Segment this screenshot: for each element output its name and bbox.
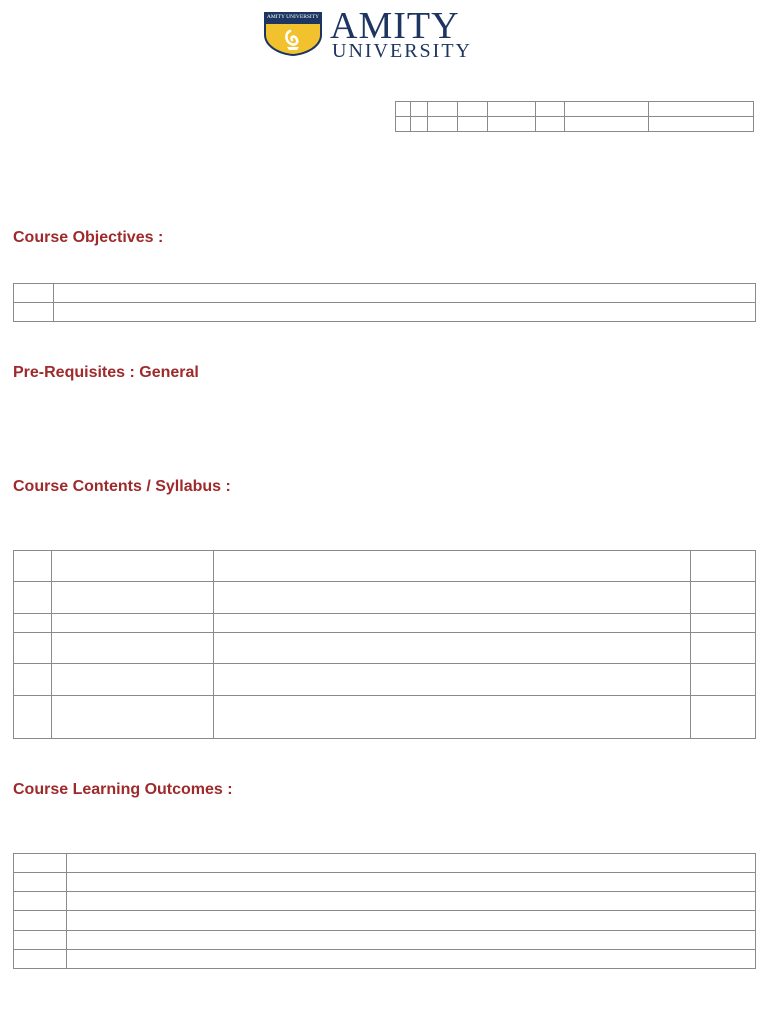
- table-cell: [14, 854, 67, 873]
- table-cell: [214, 664, 691, 696]
- table-cell: [565, 117, 649, 132]
- table-row: [14, 614, 756, 633]
- table-cell: [14, 582, 52, 614]
- course-contents-heading: Course Contents / Syllabus :: [13, 478, 231, 495]
- table-cell: [411, 102, 428, 117]
- table-cell: [649, 102, 754, 117]
- table-cell: [536, 102, 565, 117]
- table-cell: [214, 582, 691, 614]
- table-cell: [14, 892, 67, 911]
- table-row: [14, 873, 756, 892]
- table-cell: [428, 117, 458, 132]
- table-cell: [67, 892, 756, 911]
- university-crest-icon: [263, 11, 323, 57]
- table-cell: [396, 102, 411, 117]
- table-cell: [14, 664, 52, 696]
- table-row: [14, 284, 756, 303]
- table-row: [14, 633, 756, 664]
- brand-subtitle: UNIVERSITY: [332, 40, 472, 62]
- table-cell: [428, 102, 458, 117]
- table-cell: [14, 911, 67, 930]
- table-cell: [52, 551, 214, 582]
- table-cell: [14, 303, 54, 322]
- table-cell: [14, 873, 67, 892]
- table-cell: [691, 551, 756, 582]
- table-cell: [52, 696, 214, 739]
- table-cell: [649, 117, 754, 132]
- amity-logo: [263, 5, 508, 62]
- table-cell: [67, 873, 756, 892]
- table-cell: [691, 582, 756, 614]
- table-cell: [67, 930, 756, 949]
- course-header-grid: [395, 101, 754, 132]
- table-cell: [14, 284, 54, 303]
- table-cell: [14, 614, 52, 633]
- brand-name: AMITY: [330, 5, 460, 47]
- table-row: [14, 854, 756, 873]
- table-cell: [14, 696, 52, 739]
- table-cell: [488, 102, 536, 117]
- table-cell: [396, 117, 411, 132]
- table-cell: [67, 854, 756, 873]
- table-cell: [54, 303, 756, 322]
- syllabus-table: [13, 550, 756, 739]
- table-row: [14, 664, 756, 696]
- table-cell: [214, 551, 691, 582]
- table-row: [14, 930, 756, 949]
- table-cell: [67, 911, 756, 930]
- table-cell: [54, 284, 756, 303]
- objectives-table: [13, 283, 756, 322]
- table-row: [396, 117, 754, 132]
- course-objectives-heading: Course Objectives :: [13, 229, 164, 246]
- table-cell: [214, 696, 691, 739]
- table-cell: [14, 930, 67, 949]
- table-cell: [458, 102, 488, 117]
- table-row: [14, 949, 756, 968]
- table-row: [14, 696, 756, 739]
- table-cell: [565, 102, 649, 117]
- table-cell: [67, 949, 756, 968]
- table-cell: [536, 117, 565, 132]
- table-cell: [691, 614, 756, 633]
- table-row: [14, 911, 756, 930]
- table-cell: [52, 614, 214, 633]
- table-cell: [458, 117, 488, 132]
- table-row: [14, 892, 756, 911]
- table-row: [14, 303, 756, 322]
- table-row: [14, 582, 756, 614]
- table-row: [14, 551, 756, 582]
- outcomes-table: [13, 853, 756, 969]
- prerequisites-heading: Pre-Requisites : General: [13, 364, 199, 381]
- table-cell: [691, 633, 756, 664]
- learning-outcomes-heading: Course Learning Outcomes :: [13, 781, 233, 798]
- table-cell: [14, 949, 67, 968]
- table-cell: [214, 633, 691, 664]
- table-row: [396, 102, 754, 117]
- table-cell: [488, 117, 536, 132]
- table-cell: [691, 696, 756, 739]
- table-cell: [411, 117, 428, 132]
- table-cell: [52, 664, 214, 696]
- table-cell: [52, 633, 214, 664]
- crest-text: AMITY UNIVERSITY: [266, 14, 320, 20]
- table-cell: [52, 582, 214, 614]
- table-cell: [214, 614, 691, 633]
- table-cell: [691, 664, 756, 696]
- table-cell: [14, 551, 52, 582]
- table-cell: [14, 633, 52, 664]
